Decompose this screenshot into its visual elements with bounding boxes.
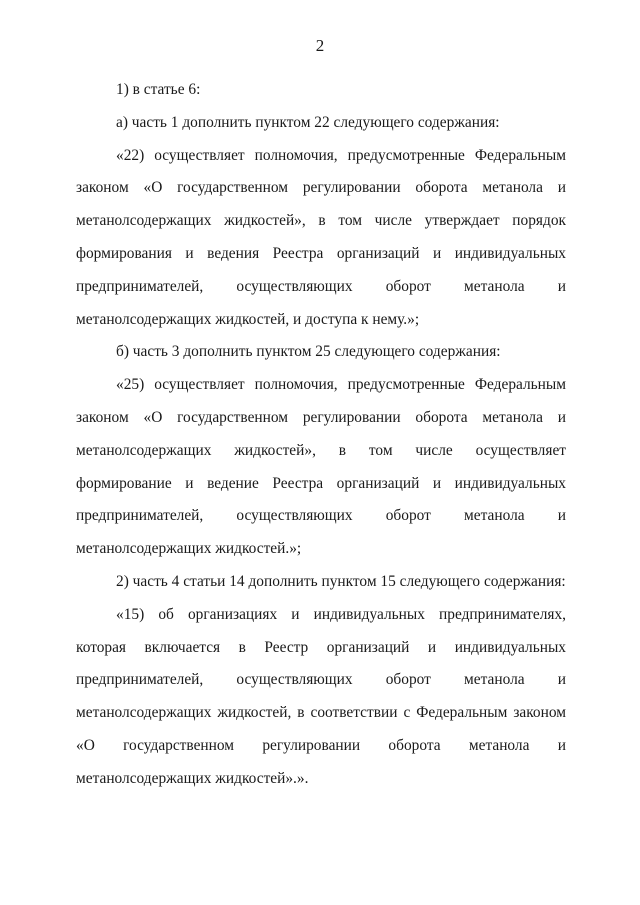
paragraph-article-6: 1) в статье 6: (116, 81, 201, 98)
document-body (76, 74, 566, 796)
paragraph-article-14-amendment: 2) часть 4 статьи 14 дополнить пунктом 15 следующего содержания: (116, 572, 566, 590)
paragraph-part-3-amendment: б) часть 3 дополнить пунктом 25 следующего содержания: (116, 343, 501, 361)
paragraph-item-22: «22) осуществляет полномочия, предусмотренные Федеральным законом «О государственном регулировании оборота метанола и метанолсодержащих жидкостей», в том числе утверждает порядок формирования и ведения Реестра организаций и индивидуальных предпринимателей, осуществляющих оборот метанола и метанолсодержащих жидкостей, и доступа к нему.»; (76, 146, 566, 328)
paragraph-part-1-amendment: а) часть 1 дополнить пунктом 22 следующего содержания: (116, 113, 500, 131)
paragraph-item-15: «15) об организациях и индивидуальных предпринимателях, которая включается в Реестр организаций и индивидуальных предпринимателей, осуществляющих оборот метанола и метанолсодержащих жидкостей, в соответствии с Федеральным законом «О государственном регулировании оборота метанола и метанолсодержащих жидкостей».». (76, 605, 566, 787)
paragraph-item-25: «25) осуществляет полномочия, предусмотренные Федеральным законом «О государственном регулировании оборота метанола и метанолсодержащих жидкостей», в том числе осуществляет формирование и ведение Реестра организаций и индивидуальных предпринимателей, осуществляющих оборот метанола и метанолсодержащих жидкостей.»; (76, 376, 566, 558)
page-number: 2 (315, 36, 325, 55)
